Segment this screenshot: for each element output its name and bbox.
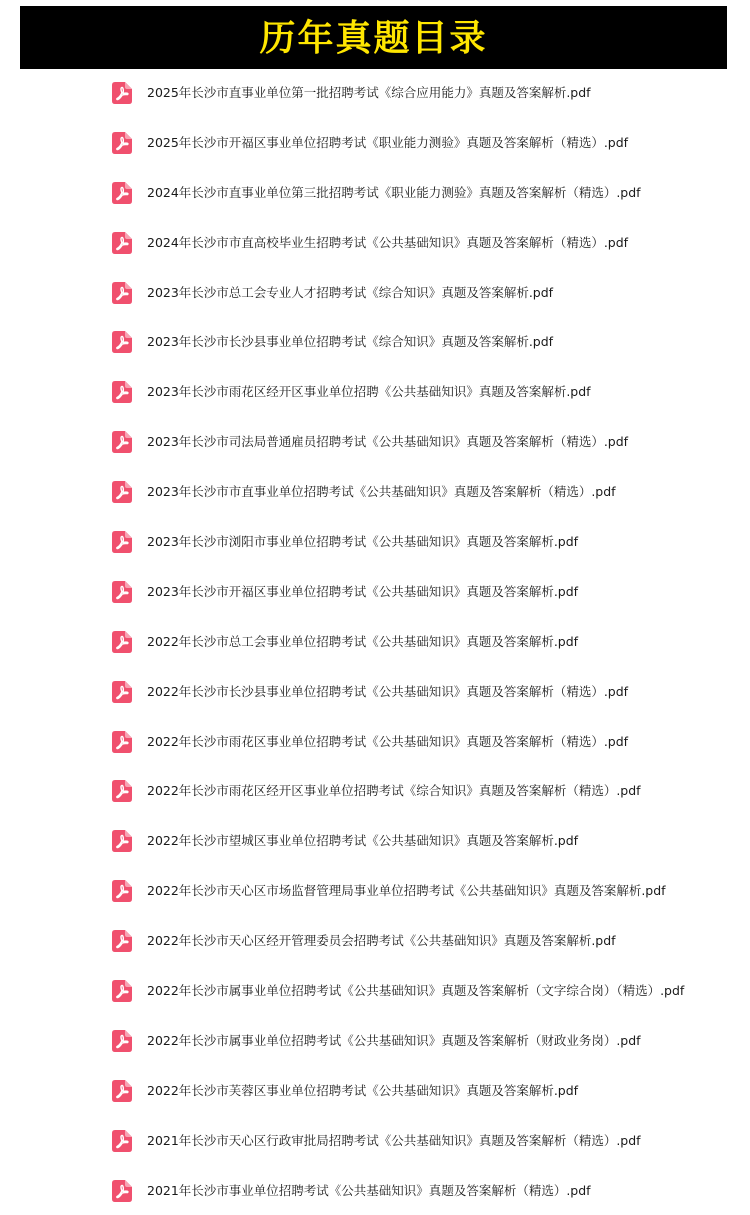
file-name: 2022年长沙市雨花区经开区事业单位招聘考试《综合知识》真题及答案解析（精选）.pdf (147, 783, 641, 799)
file-name: 2023年长沙市司法局普通雇员招聘考试《公共基础知识》真题及答案解析（精选）.pdf (147, 433, 629, 449)
file-name: 2024年长沙市直事业单位第三批招聘考试《职业能力测验》真题及答案解析（精选）.pdf (147, 184, 641, 200)
pdf-icon (112, 282, 132, 304)
pdf-icon (112, 1180, 132, 1202)
file-name: 2024年长沙市市直高校毕业生招聘考试《公共基础知识》真题及答案解析（精选）.pdf (147, 234, 629, 250)
file-name: 2023年长沙市总工会专业人才招聘考试《综合知识》真题及答案解析.pdf (147, 284, 554, 300)
pdf-icon (112, 1130, 132, 1152)
file-item-2[interactable] (0, 118, 750, 168)
file-name: 2022年长沙市雨花区事业单位招聘考试《公共基础知识》真题及答案解析（精选）.pdf (147, 733, 629, 749)
page-title: 历年真题目录 (259, 16, 488, 59)
pdf-icon (112, 132, 132, 154)
file-name: 2023年长沙市市直事业单位招聘考试《公共基础知识》真题及答案解析（精选）.pdf (147, 483, 616, 499)
file-item-8[interactable] (0, 417, 750, 467)
title-banner (20, 6, 727, 69)
file-name: 2021年长沙市事业单位招聘考试《公共基础知识》真题及答案解析（精选）.pdf (147, 1182, 591, 1198)
file-item-23[interactable] (0, 1166, 750, 1215)
file-item-1[interactable] (0, 68, 750, 118)
file-item-6[interactable] (0, 317, 750, 367)
file-name: 2022年长沙市属事业单位招聘考试《公共基础知识》真题及答案解析（财政业务岗）.pdf (147, 1032, 641, 1048)
file-list (0, 68, 750, 1215)
pdf-icon (112, 631, 132, 653)
file-name: 2022年长沙市天心区经开管理委员会招聘考试《公共基础知识》真题及答案解析.pdf (147, 932, 616, 948)
pdf-icon (112, 880, 132, 902)
file-name: 2022年长沙市芙蓉区事业单位招聘考试《公共基础知识》真题及答案解析.pdf (147, 1082, 579, 1098)
pdf-icon (112, 780, 132, 802)
file-name: 2022年长沙市望城区事业单位招聘考试《公共基础知识》真题及答案解析.pdf (147, 833, 579, 849)
file-name: 2022年长沙市天心区市场监督管理局事业单位招聘考试《公共基础知识》真题及答案解析.pdf (147, 882, 666, 898)
pdf-icon (112, 1080, 132, 1102)
file-item-21[interactable] (0, 1066, 750, 1116)
file-item-3[interactable] (0, 168, 750, 218)
pdf-icon (112, 731, 132, 753)
pdf-icon (112, 381, 132, 403)
file-item-12[interactable] (0, 617, 750, 667)
file-name: 2022年长沙市总工会事业单位招聘考试《公共基础知识》真题及答案解析.pdf (147, 633, 579, 649)
pdf-icon (112, 431, 132, 453)
file-name: 2023年长沙市开福区事业单位招聘考试《公共基础知识》真题及答案解析.pdf (147, 583, 579, 599)
pdf-icon (112, 581, 132, 603)
file-item-14[interactable] (0, 717, 750, 767)
pdf-icon (112, 531, 132, 553)
file-name: 2023年长沙市长沙县事业单位招聘考试《综合知识》真题及答案解析.pdf (147, 334, 554, 350)
file-item-10[interactable] (0, 517, 750, 567)
file-item-5[interactable] (0, 268, 750, 318)
file-item-17[interactable] (0, 866, 750, 916)
file-item-19[interactable] (0, 966, 750, 1016)
pdf-icon (112, 681, 132, 703)
pdf-icon (112, 980, 132, 1002)
file-item-4[interactable] (0, 218, 750, 268)
file-name: 2023年长沙市雨花区经开区事业单位招聘《公共基础知识》真题及答案解析.pdf (147, 384, 591, 400)
file-item-18[interactable] (0, 916, 750, 966)
file-item-11[interactable] (0, 567, 750, 617)
file-name: 2022年长沙市属事业单位招聘考试《公共基础知识》真题及答案解析（文字综合岗）（精选）.pdf (147, 982, 685, 998)
file-item-16[interactable] (0, 816, 750, 866)
file-item-7[interactable] (0, 367, 750, 417)
pdf-icon (112, 182, 132, 204)
file-name: 2021年长沙市天心区行政审批局招聘考试《公共基础知识》真题及答案解析（精选）.pdf (147, 1132, 641, 1148)
pdf-icon (112, 481, 132, 503)
file-name: 2023年长沙市浏阳市事业单位招聘考试《公共基础知识》真题及答案解析.pdf (147, 533, 579, 549)
file-name: 2022年长沙市长沙县事业单位招聘考试《公共基础知识》真题及答案解析（精选）.pdf (147, 683, 629, 699)
file-name: 2025年长沙市直事业单位第一批招聘考试《综合应用能力》真题及答案解析.pdf (147, 84, 591, 100)
pdf-icon (112, 331, 132, 353)
pdf-icon (112, 1030, 132, 1052)
pdf-icon (112, 830, 132, 852)
file-item-20[interactable] (0, 1016, 750, 1066)
file-name: 2025年长沙市开福区事业单位招聘考试《职业能力测验》真题及答案解析（精选）.pdf (147, 134, 629, 150)
file-item-9[interactable] (0, 467, 750, 517)
file-item-15[interactable] (0, 766, 750, 816)
file-item-22[interactable] (0, 1116, 750, 1166)
pdf-icon (112, 930, 132, 952)
pdf-icon (112, 232, 132, 254)
file-item-13[interactable] (0, 667, 750, 717)
pdf-icon (112, 82, 132, 104)
